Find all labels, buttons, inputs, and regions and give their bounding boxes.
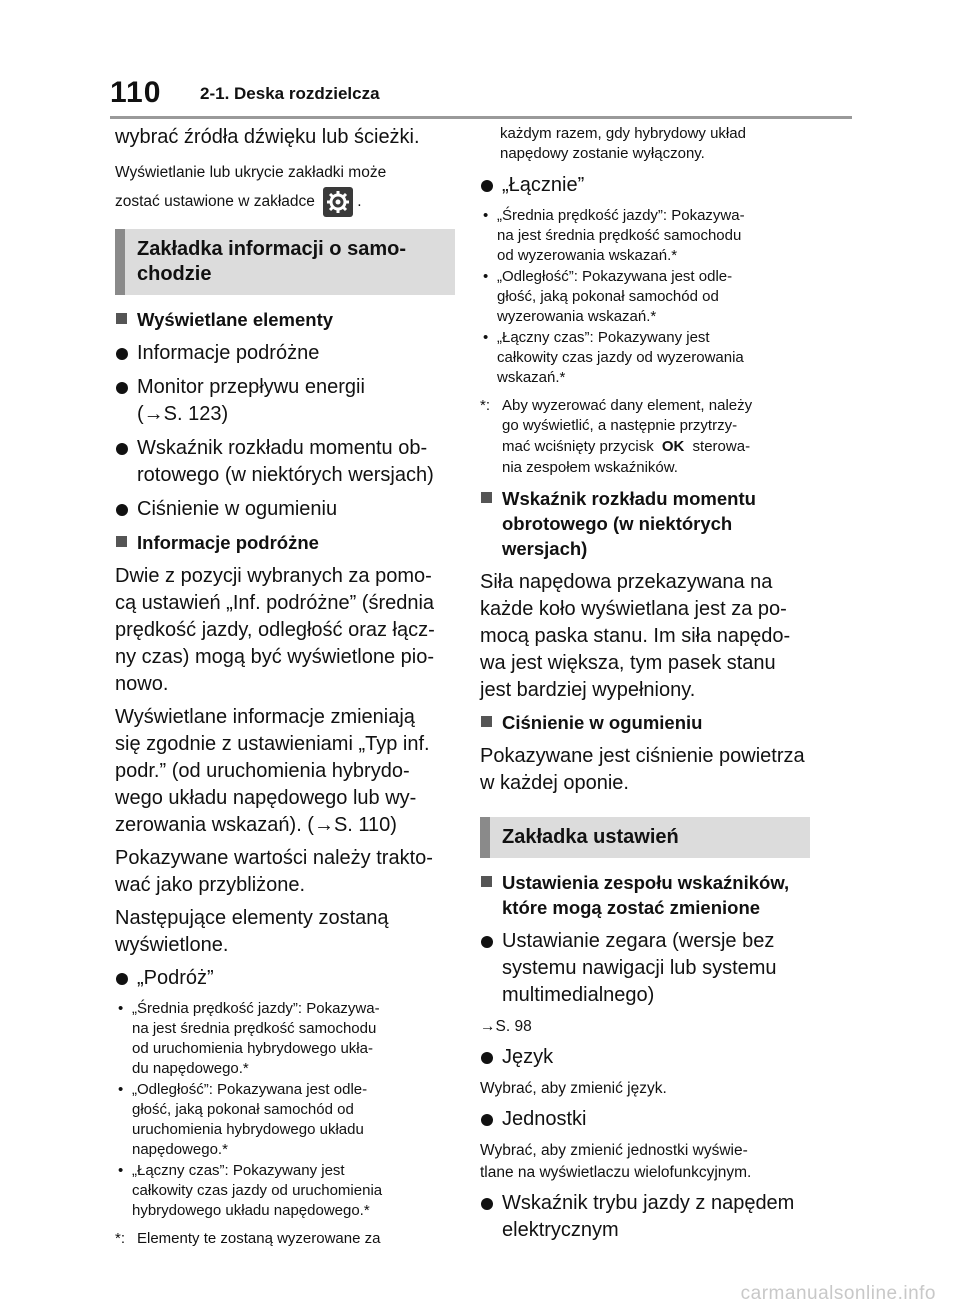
bullet-dot-icon bbox=[481, 936, 493, 948]
list-item: • „Łączny czas”: Pokazywany jest całkowity czas jazdy od uruchomienia hybrydowego układu napędowego.* bbox=[118, 1162, 383, 1219]
ev-mode-setting: Wskaźnik trybu jazdy z napędem elektrycznym bbox=[480, 1190, 810, 1244]
section-title: 2-1. Deska rozdzielcza bbox=[200, 84, 380, 103]
intro-note-1: Wyświetlanie lub ukrycie zakładki może bbox=[115, 164, 387, 181]
vehicle-info-banner: Zakładka informacji o samo- chodzie bbox=[115, 229, 455, 295]
displayed-item: Wskaźnik rozkładu momentu ob- rotowego (w niektórych wersjach) bbox=[115, 435, 455, 489]
page-number: 110 bbox=[110, 76, 162, 109]
displayed-item: Monitor przepływu energii (→S. 123) bbox=[115, 374, 455, 428]
bullet-dot-icon bbox=[481, 180, 493, 192]
bullet-dot-icon bbox=[116, 348, 128, 360]
list-item: • „Odległość”: Pokazywana jest odle- głość, jaką pokonał samochód od uruchomienia hybrydowego układu napędowego.* bbox=[118, 1081, 368, 1158]
settings-heading: Ustawienia zespołu wskaźników, które mogą zostać zmienione bbox=[480, 870, 810, 920]
header-divider bbox=[110, 116, 852, 119]
trip-info-heading: Informacje podróżne bbox=[115, 530, 455, 555]
list-item: • „Średnia prędkość jazdy”: Pokazywa- na jest średnia prędkość samochodu od uruchomienia hybrydowego ukła- du napędowego.* bbox=[118, 1000, 380, 1077]
intro-note bbox=[115, 159, 455, 217]
footer-watermark: carmanualsonline.info bbox=[740, 1283, 936, 1304]
trip-paragraph-4: Następujące elementy zostaną wyświetlone. bbox=[115, 907, 389, 956]
units-desc: Wybrać, aby zmienić jednostki wyświe- tlane na wyświetlaczu wielofunkcyjnym. bbox=[480, 1142, 752, 1181]
clock-ref: →S. 98 bbox=[480, 1018, 532, 1035]
right-column bbox=[480, 124, 810, 1251]
left-column bbox=[115, 124, 455, 1257]
trip-paragraph-1: Dwie z pozycji wybranych za pomo- cą ustawień „Inf. podróżne” (średnia prędkość jazdy, odległość oraz łącz- ny czas) mogą być wyświetlone pio- nowo. bbox=[115, 565, 435, 695]
journey-list bbox=[115, 999, 455, 1221]
total-list bbox=[480, 206, 810, 388]
settings-gear-icon bbox=[323, 187, 353, 217]
displayed-item: Ciśnienie w ogumieniu bbox=[115, 496, 455, 523]
units-setting: Jednostki bbox=[480, 1106, 810, 1133]
tire-heading: Ciśnienie w ogumieniu bbox=[480, 710, 810, 735]
intro-line: wybrać źródła dźwięku lub ścieżki. bbox=[115, 126, 420, 148]
intro-note-3: . bbox=[357, 193, 362, 211]
footnote-continued: każdym razem, gdy hybrydowy układ napędowy zostanie wyłączony. bbox=[500, 125, 746, 162]
bullet-dot-icon bbox=[481, 1114, 493, 1126]
square-bullet-icon bbox=[116, 536, 127, 547]
language-desc: Wybrać, aby zmienić język. bbox=[480, 1080, 667, 1097]
torque-paragraph: Siła napędowa przekazywana na każde koło wyświetlana jest za po- mocą paska stanu. Im siła napędo- wa jest większa, tym pasek stanu jest bardziej wypełniony. bbox=[480, 571, 791, 701]
journey-label: „Podróż” bbox=[115, 965, 455, 992]
displayed-item: Informacje podróżne bbox=[115, 340, 455, 367]
total-label: „Łącznie” bbox=[480, 172, 810, 199]
tire-paragraph: Pokazywane jest ciśnienie powietrza w każdej oponie. bbox=[480, 745, 805, 794]
ok-button-icon: OK bbox=[658, 436, 689, 458]
clock-setting: Ustawianie zegara (wersje bez systemu nawigacji lub systemu multimedialnego) bbox=[480, 928, 810, 1009]
bullet-dot-icon bbox=[116, 443, 128, 455]
square-bullet-icon bbox=[116, 313, 127, 324]
square-bullet-icon bbox=[481, 876, 492, 887]
bullet-dot-icon bbox=[116, 504, 128, 516]
trip-paragraph-3: Pokazywane wartości należy trakto- wać jako przybliżone. bbox=[115, 847, 433, 896]
square-bullet-icon bbox=[481, 492, 492, 503]
language-setting: Język bbox=[480, 1044, 810, 1071]
trip-paragraph-2: Wyświetlane informacje zmieniają się zgodnie z ustawieniami „Typ inf. podr.” (od uruchomienia hybrydo- wego układu napędowego lub wy- zerowania wskazań). (→S. 110) bbox=[115, 706, 430, 836]
intro-note-2: zostać ustawione w zakładce bbox=[115, 193, 315, 211]
bullet-dot-icon bbox=[116, 382, 128, 394]
settings-banner: Zakładka ustawień bbox=[480, 817, 810, 858]
list-item: • „Łączny czas”: Pokazywany jest całkowity czas jazdy od wyzerowania wskazań.* bbox=[483, 329, 744, 386]
reset-footnote: *: Aby wyzerować dany element, należy go wyświetlić, a następnie przytrzy- mać wciśnięty przycisk OK sterowa- nia zespołem wskaźników. bbox=[480, 397, 753, 476]
square-bullet-icon bbox=[481, 716, 492, 727]
footnote: *: Elementy te zostaną wyzerowane za bbox=[115, 1230, 381, 1247]
bullet-dot-icon bbox=[481, 1198, 493, 1210]
list-item: • „Średnia prędkość jazdy”: Pokazywa- na jest średnia prędkość samochodu od wyzerowania wskazań.* bbox=[483, 207, 745, 264]
displayed-items-heading: Wyświetlane elementy bbox=[115, 307, 455, 332]
list-item: • „Odległość”: Pokazywana jest odle- głość, jaką pokonał samochód od wyzerowania wskazań.* bbox=[483, 268, 733, 325]
bullet-dot-icon bbox=[481, 1052, 493, 1064]
bullet-dot-icon bbox=[116, 973, 128, 985]
torque-heading: Wskaźnik rozkładu momentu obrotowego (w niektórych wersjach) bbox=[480, 486, 810, 561]
